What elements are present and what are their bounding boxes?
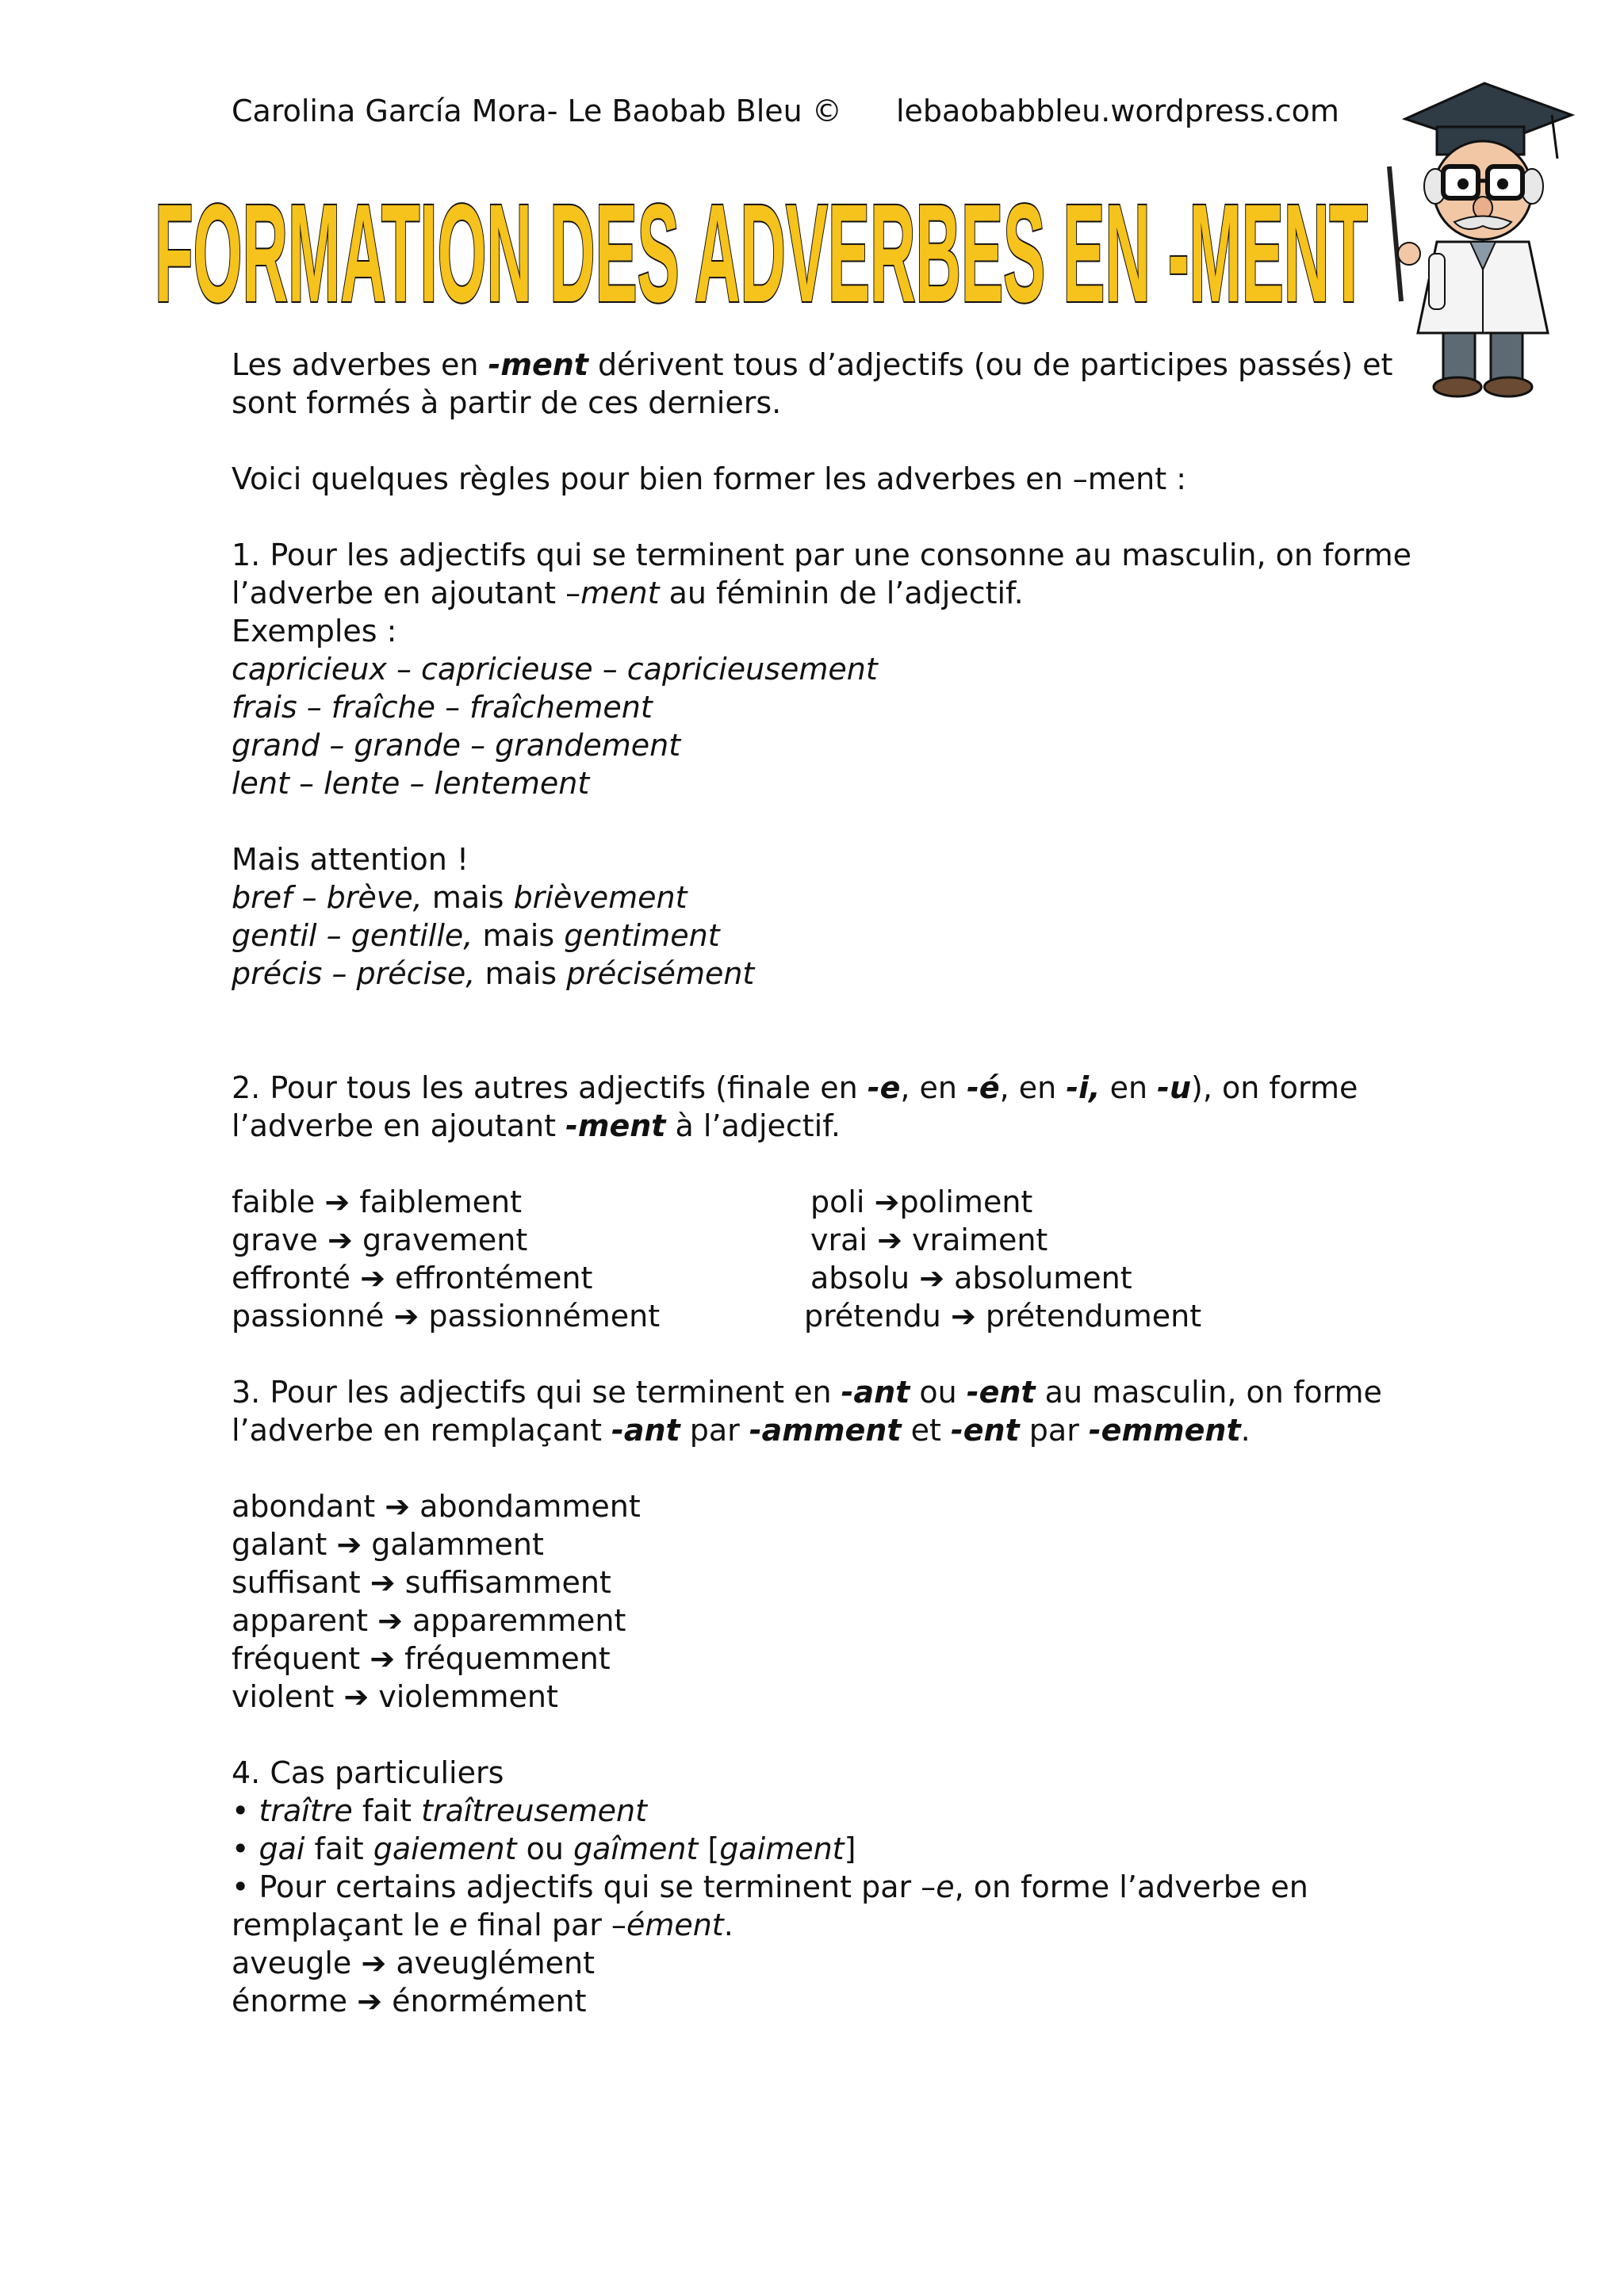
rule3-line-2: l’adverbe en remplaçant -ant par -amment et -ent par -emment.	[232, 1413, 1251, 1448]
list-item: bref – brève, mais brièvement	[232, 880, 688, 915]
list-item: passionné ➔ passionnément	[232, 1299, 661, 1334]
arrow-icon: ➔	[343, 1679, 370, 1714]
title-text: FORMATION DES ADVERBES EN -MENT	[155, 176, 1368, 321]
page-title	[151, 170, 1372, 321]
website-link[interactable]: lebaobabbleu.wordpress.com	[896, 94, 1339, 128]
list-item: suffisant ➔ suffisamment	[232, 1565, 611, 1600]
list-item: grand – grande – grandement	[232, 728, 681, 763]
list-item: énorme ➔ énormément	[232, 1984, 587, 2019]
list-item: • traître fait traîtreusement	[232, 1793, 647, 1828]
list-item: apparent ➔ apparemment	[232, 1603, 626, 1638]
rule1-examples-label: Exemples :	[232, 614, 397, 649]
rule4-line: remplaçant le e final par –ément.	[232, 1908, 733, 1942]
list-item: • gai fait gaiement ou gaîment [gaiment]	[232, 1831, 856, 1866]
arrow-icon: ➔	[950, 1299, 976, 1334]
rule2-examples	[232, 1183, 1437, 1335]
attention-label: Mais attention !	[232, 842, 469, 877]
arrow-icon: ➔	[370, 1641, 396, 1676]
list-item: violent ➔ violemment	[232, 1679, 558, 1714]
list-item: galant ➔ galamment	[232, 1527, 544, 1562]
intro-line-1: Les adverbes en -ment dérivent tous d’adjectifs (ou de participes passés) et	[232, 347, 1393, 382]
list-item: • Pour certains adjectifs qui se terminent par –e, on forme l’adverbe en	[232, 1869, 1308, 1904]
list-item: gentil – gentille, mais gentiment	[232, 918, 720, 953]
author-credit: Carolina García Mora- Le Baobab Bleu ©	[232, 94, 842, 128]
rule4-heading: 4. Cas particuliers	[232, 1755, 504, 1790]
list-item: frais – fraîche – fraîchement	[232, 690, 653, 725]
list-item: lent – lente – lentement	[232, 766, 590, 801]
rules-intro: Voici quelques règles pour bien former les adverbes en –ment :	[232, 461, 1187, 496]
rule2-line-1: 2. Pour tous les autres adjectifs (finale en -e, en -é, en -i, en -u), on forme	[232, 1070, 1358, 1105]
list-item: grave ➔ gravement	[232, 1223, 528, 1257]
arrow-icon: ➔	[393, 1299, 419, 1334]
arrow-icon: ➔	[327, 1223, 353, 1257]
list-item: capricieux – capricieuse – capricieusement	[232, 652, 878, 687]
arrow-icon: ➔	[370, 1565, 396, 1600]
arrow-icon: ➔	[357, 1984, 382, 2019]
rule2-line-2: l’adverbe en ajoutant -ment à l’adjectif.	[232, 1108, 841, 1143]
list-item: abondant ➔ abondamment	[232, 1489, 641, 1524]
list-item: fréquent ➔ fréquemment	[232, 1641, 611, 1676]
arrow-icon: ➔	[385, 1489, 411, 1524]
rule3-line-1: 3. Pour les adjectifs qui se terminent en -ant ou -ent au masculin, on forme	[232, 1375, 1382, 1410]
arrow-icon: ➔	[874, 1184, 900, 1219]
list-item: effronté ➔ effrontément	[232, 1261, 593, 1295]
arrow-icon: ➔	[877, 1223, 902, 1257]
rule1-line-2: l’adverbe en ajoutant –ment au féminin de l’adjectif.	[232, 576, 1024, 610]
list-item: prétendu ➔ prétendument	[804, 1299, 1202, 1334]
arrow-icon: ➔	[336, 1527, 362, 1562]
arrow-icon: ➔	[377, 1603, 403, 1638]
arrow-icon: ➔	[360, 1261, 385, 1295]
rule1-line-1: 1. Pour les adjectifs qui se terminent par une consonne au masculin, on forme	[232, 538, 1412, 572]
list-item: faible ➔ faiblement	[232, 1184, 522, 1219]
arrow-icon: ➔	[361, 1946, 387, 1980]
list-item: vrai ➔ vraiment	[810, 1223, 1048, 1257]
arrow-icon: ➔	[919, 1261, 945, 1295]
intro-line-2: sont formés à partir de ces derniers.	[232, 385, 782, 420]
list-item: absolu ➔ absolument	[810, 1261, 1132, 1295]
list-item: poli ➔poliment	[810, 1184, 1033, 1219]
list-item: aveugle ➔ aveuglément	[232, 1946, 596, 1980]
lesson-content	[232, 346, 1437, 2020]
arrow-icon: ➔	[324, 1184, 350, 1219]
list-item: précis – précise, mais précisément	[232, 956, 755, 991]
